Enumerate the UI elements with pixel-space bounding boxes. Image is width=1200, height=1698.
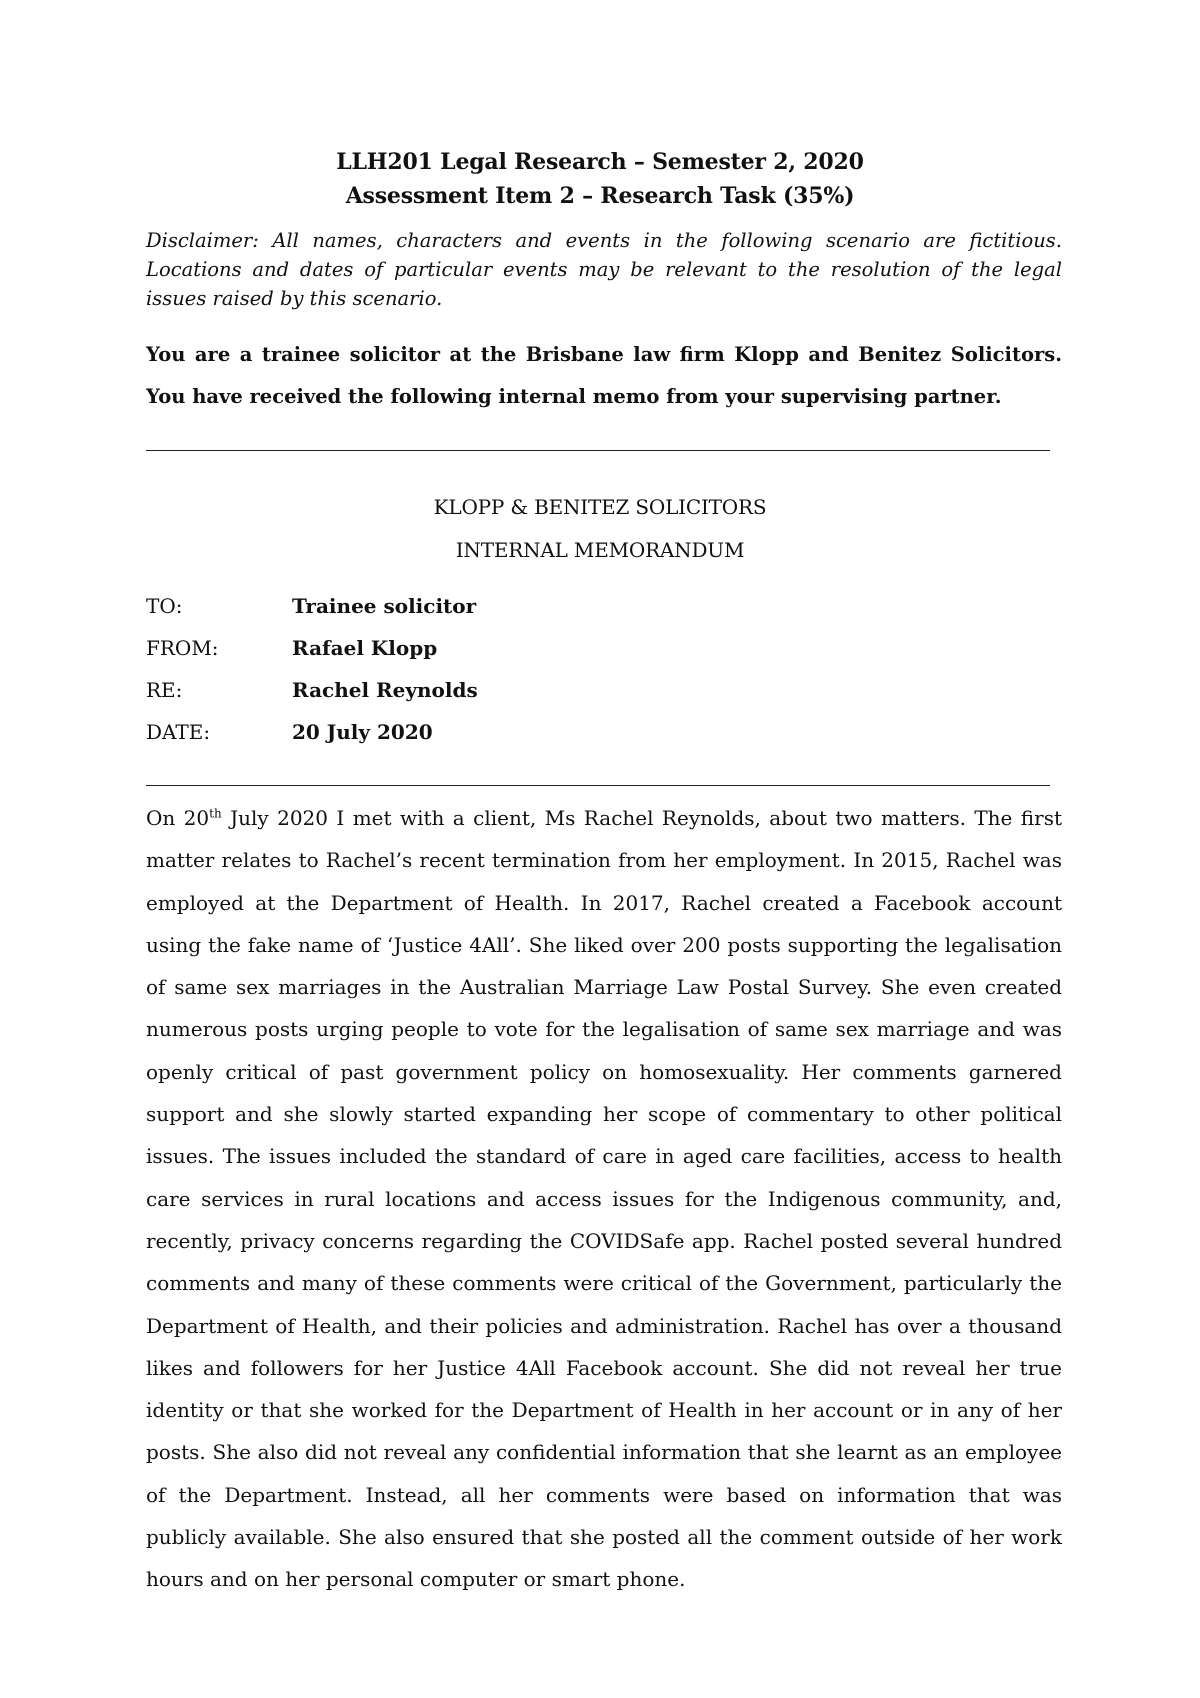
memo-from-value: Rafael Klopp — [292, 636, 438, 660]
memo-from-label: FROM: — [146, 636, 219, 660]
memo-body-lead: On 20 — [146, 806, 210, 830]
divider-top — [146, 450, 1050, 451]
memo-re-value: Rachel Reynolds — [292, 678, 478, 702]
divider-bottom — [146, 785, 1050, 786]
document-title: LLH201 Legal Research – Semester 2, 2020 — [336, 149, 864, 175]
memo-firm-name: KLOPP & BENITEZ SOLICITORS — [433, 495, 767, 519]
memo-body-paragraph — [146, 797, 1062, 1601]
memo-body-ordinal: th — [209, 806, 222, 821]
memo-re-label: RE: — [146, 678, 183, 702]
memo-to-label: TO: — [146, 594, 183, 618]
disclaimer-paragraph: Disclaimer: All names, characters and events in the following scenario are fictitious. Locations and dates of particular events may be relevant to the resolution of the legal issues raised by this scenario. — [146, 229, 1062, 310]
memo-to-value: Trainee solicitor — [292, 594, 477, 618]
memo-type: INTERNAL MEMORANDUM — [455, 538, 745, 562]
memo-date-label: DATE: — [146, 720, 211, 744]
intro-paragraph: You are a trainee solicitor at the Brisbane law firm Klopp and Benitez Solicitors. You have received the following internal memo from your supervising partner. — [146, 343, 1062, 408]
memo-date-value: 20 July 2020 — [292, 720, 433, 744]
document-subtitle: Assessment Item 2 – Research Task (35%) — [345, 183, 855, 209]
memo-body-text: July 2020 I met with a client, Ms Rachel Reynolds, about two matters. The first matter relates to Rachel’s recent termination from her employment. In 2015, Rachel was employed at the Department of Health. In 2017, Rachel created a Facebook account using the fake name of ‘Justice 4All’. She liked over 200 posts supporting the legalisation of same sex marriages in the Australian Marriage Law Postal Survey. She even created numerous posts urging people to vote for the legalisation of same sex marriage and was openly critical of past government policy on homosexuality. Her comments garnered support and she slowly started expanding her scope of commentary to other political issues. The issues included the standard of care in aged care facilities, access to health care services in rural locations and access issues for the Indigenous community, and, recently, privacy concerns regarding the COVIDSafe app. Rachel posted several hundred comments and many of these comments were critical of the Government, particularly the Department of Health, and their policies and administration. Rachel has over a thousand likes and followers for her Justice 4All Facebook account. She did not reveal her true identity or that she worked for the Department of Health in her account or in any of her posts. She also did not reveal any confidential information that she learnt as an employee of the Department. Instead, all her comments were based on information that was publicly available. She also ensured that she posted all the comment outside of her work hours and on her personal computer or smart phone. — [146, 806, 1063, 1592]
